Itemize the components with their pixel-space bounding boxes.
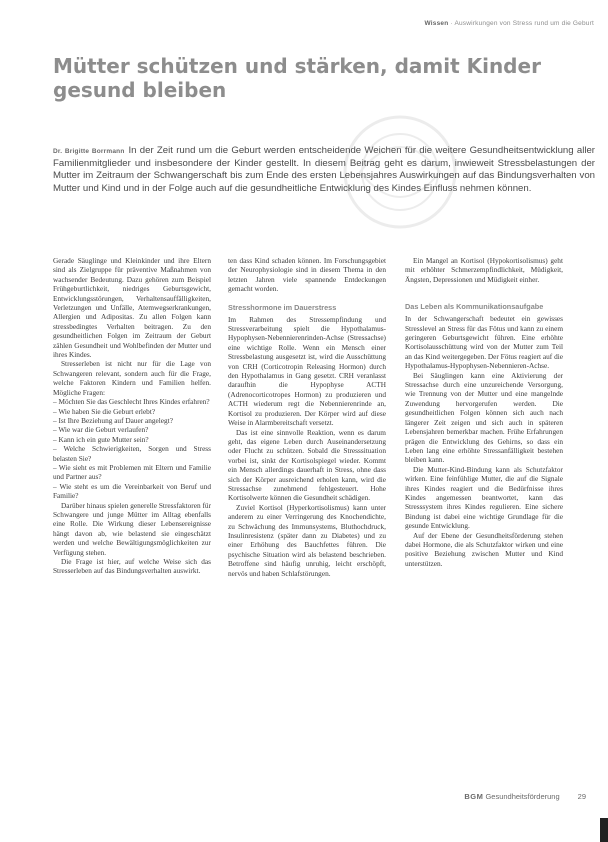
article-title: Mütter schützen und stärken, damit Kinder gesund bleiben	[53, 54, 541, 102]
journal-name: BGM	[464, 792, 484, 801]
paragraph: Im Rahmen des Stressempfindung und Stressverarbeitung spielt die Hypothalamus-Hypophysen-Nebennierenrinden-Achse (Stressachse) eine wichtige Rolle. Wenn ein Mensch einer Stressbelastung ausgesetzt ist, wird die Ausschüttung von CRH (Corticotropin Releasing Hormon) durch den Hypothalamus in Gang gesetzt. CRH veranlasst daraufhin die Hypophyse ACTH (Adrenocorticotropes Hormon) zu produzieren und ACTH wiederum regt die Nebennierenrinde an, Kortisol zu produzieren. Der Körper wird auf diese Weise in Alarmbereitschaft versetzt.	[228, 314, 386, 428]
page-footer	[464, 792, 586, 801]
page-number: 29	[577, 792, 586, 801]
subheading: Das Leben als Kommunikationsaufgabe	[405, 302, 544, 312]
running-head: Wissen · Auswirkungen von Stress rund um die Geburt	[424, 20, 594, 27]
paragraph: Darüber hinaus spielen generelle Stressfaktoren für Schwangere und junge Mütter im Alltag ebenfalls eine Rolle. Die Wirkung dieser Lebensereignisse hängt davon ab, wie belastend sie eingeschätzt werden und welche Bewältigungsmöglichkeiten zur Verfügung stehen.	[53, 500, 211, 557]
section-topic: Auswirkungen von Stress rund um die Geburt	[454, 20, 594, 27]
subheading: Stresshormone im Dauerstress	[228, 302, 337, 312]
page-edge-mark	[600, 818, 608, 842]
paragraph: Gerade Säuglinge und Kleinkinder und ihre Eltern sind als Zielgruppe für präventive Maßnahmen von wachsender Bedeutung. Dazu gehören zum Beispiel Frühgeburtlichkeit, niedriges Geburtsgewicht, Entwicklungsstörungen, Verhaltensauffälligkeiten, Verletzungen und Unfälle, Atemwegserkrankungen, Allergien und Adipositas. Zu allen Folgen kann stressbedingtes Verhalten beitragen. Zu den gesundheitlichen Folgen im Zeitraum der Geburt zählen Gesundheit und Wohlbefinden der Mutter und ihres Kindes.	[53, 256, 211, 360]
paragraph: Die Frage ist hier, auf welche Weise sich das Stresserleben auf das Bindungsverhalten auswirkt.	[53, 557, 211, 576]
paragraph: Stresserleben ist nicht nur für die Lage von Schwangeren relevant, sondern auch für die Frage, welche Faktoren Kindern und Familien helfen. Mögliche Fragen:	[53, 359, 211, 397]
paragraph: Auf der Ebene der Gesundheitsförderung stehen dabei Hormone, die als Schutzfaktor wirken und eine positive Beziehung zwischen Mutter und Kind unterstützen.	[405, 530, 563, 568]
column-3	[405, 256, 563, 568]
paragraph: ten dass Kind schaden können. Im Forschungsgebiet der Neurophysiologie sind in diesem Thema in den letzten Jahren viele spannende Entdeckungen gemacht worden.	[228, 256, 386, 294]
column-2	[228, 256, 386, 578]
paragraph: Bei Säuglingen kann eine Aktivierung der Stressachse durch eine unzureichende Versorgung, wie Trennung von der Mutter und eine mangelnde Zuwendung hervorgerufen werden. Die gesundheitlichen Folgen können sich auch nach längerer Zeit zeigen und sich auch in späteren Lebensjahren bemerkbar machen. Frühe Erfahrungen prägen die Entwicklung des Gehirns, so dass ein Leben lang eine erhöhte Stressanfälligkeit bestehen bleiben kann.	[405, 370, 563, 465]
paragraph: Ein Mangel an Kortisol (Hypokortisolismus) geht mit erhöhter Schmerzempfindlichkeit, Müdigkeit, Ängsten, Depressionen und Müdigkeit einher.	[405, 256, 563, 284]
paragraph: In der Schwangerschaft bedeutet ein gewisses Stresslevel an Stress für das Fötus und kann zu einem geringeren Geburtsgewicht führen. Eine erhöhte Kortisolausschüttung wird von der Mutter zum Teil an das Kind weitergegeben. Der Fötus reagiert auf die Hypothalamus-Hypophysen-Nebennieren-Achse.	[405, 314, 563, 371]
author-name: Dr. Brigitte Borrmann	[53, 148, 125, 155]
journal-issue: Gesundheitsförderung	[485, 792, 560, 801]
article-lead	[53, 145, 595, 195]
lead-text: In der Zeit rund um die Geburt werden entscheidende Weichen für die weitere Gesundheitsentwicklung aller Familienmitglieder und insbesondere der Kinder gestellt. In diesem Beitrag geht es darum, inwieweit Stressbelastungen der Mutter im Zeitraum der Schwangerschaft bis zum Ende des ersten Lebensjahres Auswirkungen auf das Bindungsverhalten von Mutter und Kind und in der Folge auch auf die gesundheitliche Entwicklung des Kindes Einfluss nehmen können.	[53, 145, 595, 194]
paragraph: Das ist eine sinnvolle Reaktion, wenn es darum geht, das eigene Leben durch Auseinandersetzung oder Flucht zu schützen. Sobald die Stresssituation vorbei ist, sinkt der Kortisolspiegel wieder. Kommt ein Mensch allerdings dauerhaft in Stress, ohne dass sich der Körper ausreichend erholen kann, wird die Stressachse zunehmend fehlgesteuert. Hohe Kortisolwerte können die Gesundheit schädigen.	[228, 427, 386, 503]
paragraph: Zuviel Kortisol (Hyperkortisolismus) kann unter anderem zu einer Verringerung des Knochendichte, zu Schwächung des Immunsystems, Bluthochdruck, Insulinresistenz (später dann zu Diabetes) und zu einer Erhöhung des Bauchfettes führen. Die psychische Situation wird als belastend beschrieben. Betroffene sind häufig unruhig, leicht erschöpft, nervös und haben Schlafstörungen.	[228, 502, 386, 578]
column-1	[53, 256, 211, 576]
question-list: – Möchten Sie das Geschlecht Ihres Kindes erfahren? – Wie haben Sie die Geburt erlebt? – Ist Ihre Beziehung auf Dauer angelegt? – Wie war die Geburt verlaufen? – Kann ich ein gute Mutter sein? – Welche Schwierigkeiten, Sorgen und Stress belasten Sie? – Wie sieht es mit Problemen mit Eltern und Familie und Partner aus? – Wie steht es um die Vereinbarkeit von Beruf und Familie?	[53, 397, 211, 501]
paragraph: Die Mutter-Kind-Bindung kann als Schutzfaktor wirken. Eine feinfühlige Mutter, die auf die Signale ihres Kindes reagiert und die Bedürfnisse ihres Kindes angemessen beantwortet, kann das Stresssystem ihres Kindes regulieren. Eine sichere Bindung ist dabei eine wichtige Grundlage für die gesunde Entwicklung.	[405, 464, 563, 531]
section-label: Wissen	[424, 20, 449, 27]
